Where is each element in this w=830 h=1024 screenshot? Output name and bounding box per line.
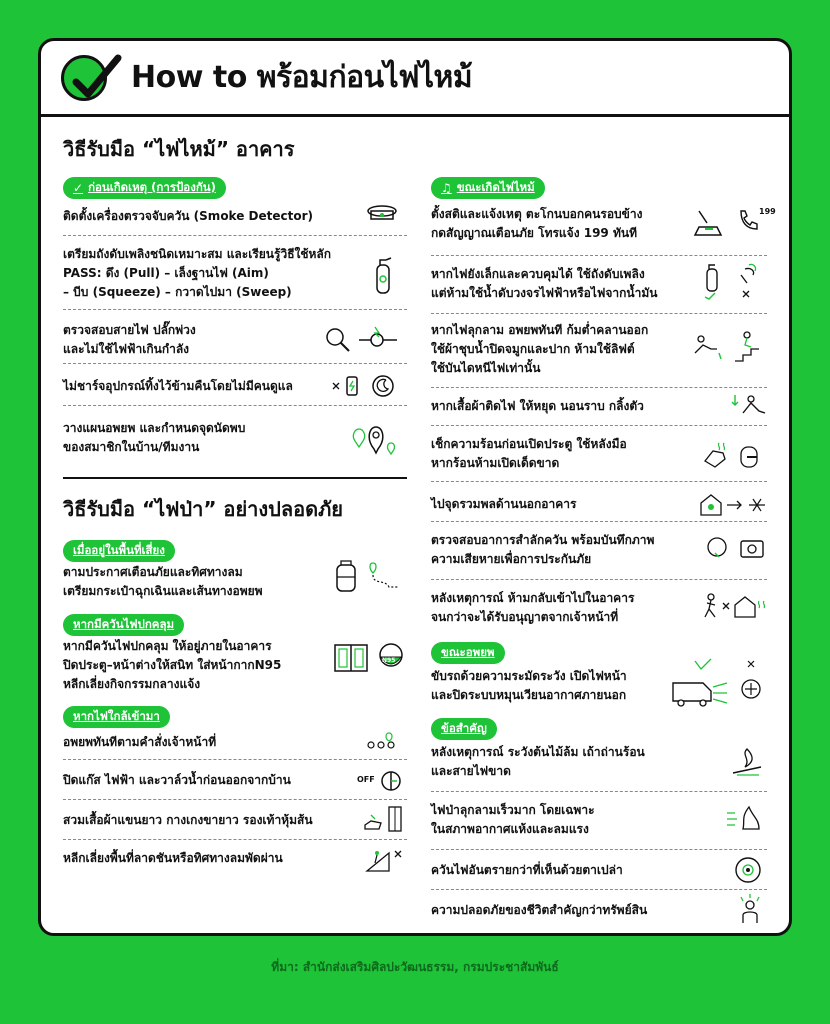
during-item-8: หลังเหตุการณ์ ห้ามกลับเข้าไปในอาคาร จนกว่าจะได้รับอนุญาตจากเจ้าหน้าที่ <box>431 591 635 624</box>
person-safe-icon <box>735 893 765 927</box>
n95-mask-icon <box>375 641 407 677</box>
divider-line <box>63 839 407 840</box>
during-item-2: หากไฟยังเล็กและควบคุมได้ ใช้ถังดับเพลิง แต่ห้ามใช้น้ำดับวงจรไฟฟ้าหรือไฟจากน้ำมัน <box>431 267 658 300</box>
risk-items: ตามประกาศเตือนภัยและทิศทางลม เตรียมกระเป๋าฉุกเฉินและเส้นทางอพยพ <box>63 565 263 598</box>
smoke-cloud-icon <box>731 853 765 887</box>
divider-line <box>431 481 767 482</box>
check-door-heat-icon <box>701 439 765 471</box>
evacuate-crowd-icon <box>363 729 403 755</box>
before-item-4: ไม่ชาร์จอุปกรณ์ทิ้งไว้ข้ามคืนโดยไม่มีคนดูแล <box>63 379 293 393</box>
divider-line <box>63 759 407 760</box>
crawl-exit-stairs-icon <box>691 327 765 363</box>
divider-line <box>63 235 407 236</box>
important-item-4: ความปลอดภัยของชีวิตสำคัญกว่าทรัพย์สิน <box>431 903 648 917</box>
divider-line <box>63 309 407 310</box>
near-item-2: ปิดแก๊ส ไฟฟ้า และวาล์วน้ำก่อนออกจากบ้าน <box>63 773 291 787</box>
risk-badge: เมื่ออยู่ในพื้นที่เสี่ยง <box>63 540 175 562</box>
divider-line <box>431 425 767 426</box>
wind-fire-icon <box>725 801 765 835</box>
smoke-photo-icon <box>705 533 767 563</box>
during-badge: ♫ ขณะเกิดไฟไหม้ <box>431 177 545 199</box>
shutoff-valve-icon <box>357 769 405 793</box>
before-item-3: ตรวจสอบสายไฟ ปลั๊กพ่วง และไม่ใช้ไฟฟ้าเกินกำลัง <box>63 323 196 356</box>
header <box>41 41 789 117</box>
near-item-3: สวมเสื้อผ้าแขนยาว กางเกงขายาว รองเท้าหุ้มส้น <box>63 813 313 827</box>
important-item-1: หลังเหตุการณ์ ระวังต้นไม้ล้ม เถ้าถ่านร้อน และสายไฟขาด <box>431 745 645 778</box>
source-credit: ที่มา: สำนักส่งเสริมศิลปะวัฒนธรรม, กรมประชาสัมพันธ์ <box>271 960 559 974</box>
divider-line <box>63 363 407 364</box>
long-clothes-icon <box>361 803 405 833</box>
before-item-2: เตรียมถังดับเพลิงชนิดเหมาะสม และเรียนรู้วิธีใช้หลัก PASS: ดึง (Pull) – เล็งฐานไฟ (Aim) – บีบ (Squeeze) – กวาดไปมา (Sweep) <box>63 247 332 299</box>
no-overnight-charging-icon <box>331 373 401 399</box>
forest-section-title: วิธีรับมือ “ไฟป่า” อย่างปลอดภัย <box>63 497 344 521</box>
mask-label: N95 <box>382 657 396 664</box>
divider-line <box>431 313 767 314</box>
divider-line <box>431 579 767 580</box>
phone-199-icon: 199 <box>737 207 781 235</box>
fire-extinguisher-icon <box>371 255 395 295</box>
during-item-4: หากเสื้อผ้าติดไฟ ให้หยุด นอนราบ กลิ้งตัว <box>431 399 644 413</box>
near-item-1: อพยพทันทีตามคำสั่งเจ้าหน้าที่ <box>63 735 217 749</box>
building-section-title: วิธีรับมือ “ไฟไหม้” อาคาร <box>63 137 295 161</box>
no-reentry-icon <box>701 591 769 621</box>
closed-window-icon <box>331 639 371 675</box>
divider-line <box>431 791 767 792</box>
divider-line <box>431 849 767 850</box>
smoke-detector-icon <box>365 203 399 227</box>
page-title: How to พร้อมก่อนไฟไหม้ <box>131 60 473 95</box>
divider-line <box>63 799 407 800</box>
extinguisher-no-water-icon <box>701 261 765 301</box>
divider-line <box>63 405 407 406</box>
before-badge: ✓ ก่อนเกิดเหตุ (การป้องกัน) <box>63 177 226 199</box>
assembly-point-icon <box>697 491 769 517</box>
divider-line <box>431 521 767 522</box>
important-badge: ข้อสำคัญ <box>431 718 497 740</box>
during-item-5: เช็กความร้อนก่อนเปิดประตู ใช้หลังมือ หากร้อนห้ามเปิดเด็ดขาด <box>431 437 627 470</box>
important-item-3: ควันไฟอันตรายกว่าที่เห็นด้วยตาเปล่า <box>431 863 623 877</box>
evac-badge: ขณะอพยพ <box>431 642 505 664</box>
plug-inspect-icon <box>323 325 403 355</box>
alarm-bell-icon: ♫ <box>441 181 452 195</box>
divider-line <box>431 255 767 256</box>
emergency-bag-route-icon <box>333 557 405 597</box>
during-item-1: ตั้งสติและแจ้งเหตุ ตะโกนบอกคนรอบข้าง กดสัญญาณเตือนภัย โทรแจ้ง 199 ทันที <box>431 207 643 240</box>
divider-line <box>431 889 767 890</box>
check-small-icon: ✓ <box>73 181 84 195</box>
alarm-button-icon <box>691 207 733 237</box>
during-item-7: ตรวจสอบอาการสำลักควัน พร้อมบันทึกภาพ ความเสียหายเพื่อการประกันภัย <box>431 533 655 566</box>
during-item-3: หากไฟลุกลาม อพยพทันที ก้มต่ำคลานออก ใช้ผ้าชุบน้ำปิดจมูกและปาก ห้ามใช้ลิฟต์ ใช้บันไดหนีไฟเท่านั้น <box>431 323 649 375</box>
falling-tree-icon <box>729 745 765 779</box>
check-icon <box>61 55 107 101</box>
important-item-2: ไฟป่าลุกลามเร็วมาก โดยเฉพาะ ในสภาพอากาศแห้งและลมแรง <box>431 803 595 836</box>
infographic-card <box>38 38 792 936</box>
meeting-point-icon <box>349 423 399 459</box>
during-item-6: ไปจุดรวมพลด้านนอกอาคาร <box>431 497 577 511</box>
section-divider <box>63 477 407 479</box>
divider-line <box>431 387 767 388</box>
slope-avoid-icon <box>365 843 405 873</box>
before-item-1: ติดตั้งเครื่องตรวจจับควัน (Smoke Detector) <box>63 209 314 223</box>
smoke-badge: หากมีควันไฟปกคลุม <box>63 614 184 636</box>
evac-items: ขับรถด้วยความระมัดระวัง เปิดไฟหน้า และปิดระบบหมุนเวียนอากาศภายนอก <box>431 669 627 702</box>
car-headlights-icon <box>667 657 765 709</box>
stop-drop-roll-icon <box>729 391 769 417</box>
near-badge: หากไฟใกล้เข้ามา <box>63 706 170 728</box>
smoke-items: หากมีควันไฟปกคลุม ให้อยู่ภายในอาคาร ปิดประตู–หน้าต่างให้สนิท ใส่หน้ากากN95 หลีกเลี่ยงกิจกรรมกลางแจ้ง <box>63 639 282 691</box>
off-label: OFF <box>357 775 375 784</box>
near-item-4: หลีกเลี่ยงพื้นที่ลาดชันหรือทิศทางลมพัดผ่าน <box>63 851 283 865</box>
before-item-5: วางแผนอพยพ และกำหนดจุดนัดพบ ของสมาชิกในบ้าน/ทีมงาน <box>63 421 246 454</box>
